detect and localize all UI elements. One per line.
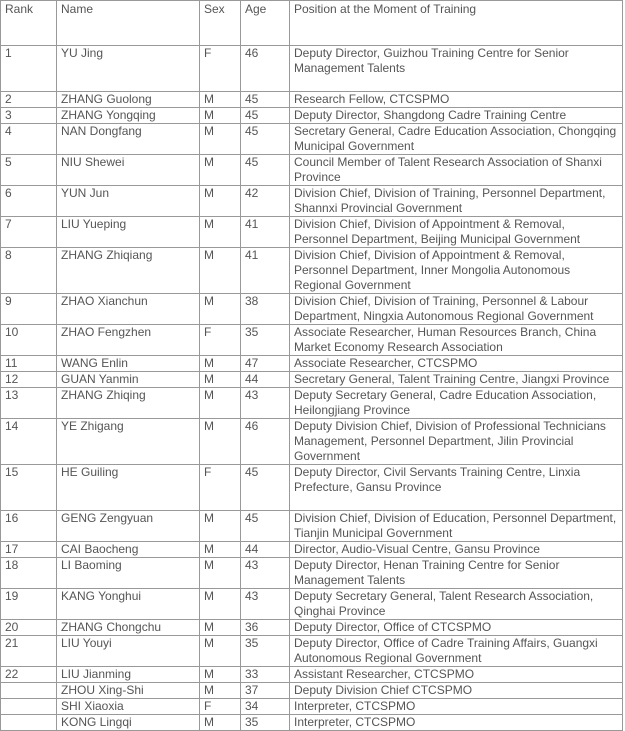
name-cell: GENG Zengyuan — [57, 511, 200, 542]
position-cell: Deputy Director, Office of CTCSPMO — [290, 620, 623, 636]
name-header: Name — [57, 1, 200, 46]
table-row — [1, 92, 623, 108]
name-cell: WANG Enlin — [57, 356, 200, 372]
age-cell: 43 — [241, 388, 290, 419]
header-row — [1, 1, 623, 46]
sex-cell: M — [200, 155, 241, 186]
age-cell: 35 — [241, 715, 290, 731]
age-cell: 45 — [241, 465, 290, 511]
sex-cell: M — [200, 667, 241, 683]
rank-header: Rank — [1, 1, 57, 46]
name-cell: ZHANG Chongchu — [57, 620, 200, 636]
sex-cell: M — [200, 294, 241, 325]
position-cell: Deputy Secretary General, Cadre Education Association, Heilongjiang Province — [290, 388, 623, 419]
table-row — [1, 683, 623, 699]
position-cell: Deputy Director, Civil Servants Training Centre, Linxia Prefecture, Gansu Province — [290, 465, 623, 511]
name-cell: LIU Youyi — [57, 636, 200, 667]
position-cell: Division Chief, Division of Appointment & Removal, Personnel Department, Beijing Municipal Government — [290, 217, 623, 248]
table-row — [1, 325, 623, 356]
name-cell: GUAN Yanmin — [57, 372, 200, 388]
table-row — [1, 294, 623, 325]
rank-cell: 12 — [1, 372, 57, 388]
table-row — [1, 217, 623, 248]
rank-cell: 18 — [1, 558, 57, 589]
sex-cell: M — [200, 108, 241, 124]
table-row — [1, 699, 623, 715]
name-cell: ZHANG Zhiqing — [57, 388, 200, 419]
rank-cell: 15 — [1, 465, 57, 511]
position-cell: Interpreter, CTCSPMO — [290, 715, 623, 731]
rank-cell: 6 — [1, 186, 57, 217]
position-header: Position at the Moment of Training — [290, 1, 623, 46]
table-row — [1, 356, 623, 372]
rank-cell — [1, 715, 57, 731]
rank-cell: 17 — [1, 542, 57, 558]
name-cell: SHI Xiaoxia — [57, 699, 200, 715]
rank-cell: 5 — [1, 155, 57, 186]
name-cell: LIU Jianming — [57, 667, 200, 683]
table-row — [1, 108, 623, 124]
name-cell: ZHAO Xianchun — [57, 294, 200, 325]
sex-cell: M — [200, 589, 241, 620]
rank-cell: 22 — [1, 667, 57, 683]
rank-cell: 1 — [1, 46, 57, 92]
age-cell: 45 — [241, 155, 290, 186]
sex-cell: M — [200, 356, 241, 372]
position-cell: Division Chief, Division of Education, Personnel Department, Tianjin Municipal Government — [290, 511, 623, 542]
rank-cell: 3 — [1, 108, 57, 124]
position-cell: Assistant Researcher, CTCSPMO — [290, 667, 623, 683]
name-cell: ZHANG Yongqing — [57, 108, 200, 124]
position-cell: Deputy Director, Henan Training Centre for Senior Management Talents — [290, 558, 623, 589]
name-cell: YUN Jun — [57, 186, 200, 217]
table-row — [1, 667, 623, 683]
rank-cell: 20 — [1, 620, 57, 636]
name-cell: HE Guiling — [57, 465, 200, 511]
age-cell: 35 — [241, 325, 290, 356]
position-cell: Research Fellow, CTCSPMO — [290, 92, 623, 108]
age-cell: 37 — [241, 683, 290, 699]
table-row — [1, 155, 623, 186]
sex-header: Sex — [200, 1, 241, 46]
table-row — [1, 636, 623, 667]
position-cell: Interpreter, CTCSPMO — [290, 699, 623, 715]
name-cell: YE Zhigang — [57, 419, 200, 465]
position-cell: Secretary General, Talent Training Centre, Jiangxi Province — [290, 372, 623, 388]
table-row — [1, 620, 623, 636]
sex-cell: M — [200, 558, 241, 589]
position-cell: Deputy Director, Office of Cadre Training Affairs, Guangxi Autonomous Regional Government — [290, 636, 623, 667]
name-cell: ZHAO Fengzhen — [57, 325, 200, 356]
position-cell: Deputy Secretary General, Talent Research Association, Qinghai Province — [290, 589, 623, 620]
table-body — [1, 46, 623, 731]
table-row — [1, 542, 623, 558]
sex-cell: M — [200, 511, 241, 542]
name-cell: KONG Lingqi — [57, 715, 200, 731]
table-row — [1, 511, 623, 542]
table-row — [1, 124, 623, 155]
position-cell: Council Member of Talent Research Association of Shanxi Province — [290, 155, 623, 186]
rank-cell: 7 — [1, 217, 57, 248]
rank-cell: 4 — [1, 124, 57, 155]
name-cell: ZHANG Zhiqiang — [57, 248, 200, 294]
position-cell: Associate Researcher, Human Resources Branch, China Market Economy Research Association — [290, 325, 623, 356]
position-cell: Division Chief, Division of Appointment & Removal, Personnel Department, Inner Mongolia Autonomous Regional Government — [290, 248, 623, 294]
rank-cell: 9 — [1, 294, 57, 325]
name-cell: NAN Dongfang — [57, 124, 200, 155]
age-cell: 45 — [241, 92, 290, 108]
sex-cell: M — [200, 124, 241, 155]
sex-cell: M — [200, 186, 241, 217]
sex-cell: M — [200, 636, 241, 667]
rank-cell: 14 — [1, 419, 57, 465]
name-cell: CAI Baocheng — [57, 542, 200, 558]
position-cell: Deputy Division Chief, Division of Professional Technicians Management, Personnel Department, Jilin Provincial Government — [290, 419, 623, 465]
rank-cell: 2 — [1, 92, 57, 108]
age-cell: 43 — [241, 558, 290, 589]
age-cell: 46 — [241, 419, 290, 465]
age-cell: 38 — [241, 294, 290, 325]
position-cell: Division Chief, Division of Training, Personnel Department, Shannxi Provincial Government — [290, 186, 623, 217]
name-cell: YU Jing — [57, 46, 200, 92]
rank-cell: 13 — [1, 388, 57, 419]
age-cell: 34 — [241, 699, 290, 715]
table-row — [1, 248, 623, 294]
age-cell: 47 — [241, 356, 290, 372]
table-row — [1, 388, 623, 419]
sex-cell: M — [200, 542, 241, 558]
position-cell: Division Chief, Division of Training, Personnel & Labour Department, Ningxia Autonomous Regional Government — [290, 294, 623, 325]
name-cell: NIU Shewei — [57, 155, 200, 186]
age-cell: 41 — [241, 217, 290, 248]
sex-cell: M — [200, 388, 241, 419]
table-row — [1, 419, 623, 465]
rank-cell: 16 — [1, 511, 57, 542]
position-cell: Deputy Director, Shangdong Cadre Training Centre — [290, 108, 623, 124]
sex-cell: F — [200, 465, 241, 511]
age-cell: 35 — [241, 636, 290, 667]
table-row — [1, 558, 623, 589]
name-cell: LI Baoming — [57, 558, 200, 589]
rank-cell — [1, 699, 57, 715]
position-cell: Associate Researcher, CTCSPMO — [290, 356, 623, 372]
age-cell: 45 — [241, 511, 290, 542]
rank-cell: 8 — [1, 248, 57, 294]
age-cell: 41 — [241, 248, 290, 294]
age-cell: 36 — [241, 620, 290, 636]
age-cell: 42 — [241, 186, 290, 217]
sex-cell: M — [200, 217, 241, 248]
position-cell: Deputy Director, Guizhou Training Centre for Senior Management Talents — [290, 46, 623, 92]
table-row — [1, 715, 623, 731]
rank-cell: 10 — [1, 325, 57, 356]
sex-cell: M — [200, 248, 241, 294]
sex-cell: F — [200, 699, 241, 715]
age-cell: 45 — [241, 108, 290, 124]
age-cell: 44 — [241, 542, 290, 558]
age-cell: 46 — [241, 46, 290, 92]
name-cell: LIU Yueping — [57, 217, 200, 248]
table-row — [1, 372, 623, 388]
table-row — [1, 46, 623, 92]
name-cell: ZHOU Xing-Shi — [57, 683, 200, 699]
sex-cell: F — [200, 325, 241, 356]
sex-cell: M — [200, 92, 241, 108]
age-cell: 44 — [241, 372, 290, 388]
age-cell: 45 — [241, 124, 290, 155]
sex-cell: M — [200, 683, 241, 699]
position-cell: Secretary General, Cadre Education Association, Chongqing Municipal Government — [290, 124, 623, 155]
rank-cell — [1, 683, 57, 699]
age-header: Age — [241, 1, 290, 46]
sex-cell: M — [200, 620, 241, 636]
age-cell: 33 — [241, 667, 290, 683]
sex-cell: M — [200, 419, 241, 465]
table-row — [1, 186, 623, 217]
table-row — [1, 589, 623, 620]
name-cell: KANG Yonghui — [57, 589, 200, 620]
name-cell: ZHANG Guolong — [57, 92, 200, 108]
age-cell: 43 — [241, 589, 290, 620]
rank-cell: 11 — [1, 356, 57, 372]
sex-cell: F — [200, 46, 241, 92]
sex-cell: M — [200, 372, 241, 388]
position-cell: Deputy Division Chief CTCSPMO — [290, 683, 623, 699]
position-cell: Director, Audio-Visual Centre, Gansu Province — [290, 542, 623, 558]
sex-cell: M — [200, 715, 241, 731]
table-row — [1, 465, 623, 511]
rank-cell: 19 — [1, 589, 57, 620]
rank-cell: 21 — [1, 636, 57, 667]
